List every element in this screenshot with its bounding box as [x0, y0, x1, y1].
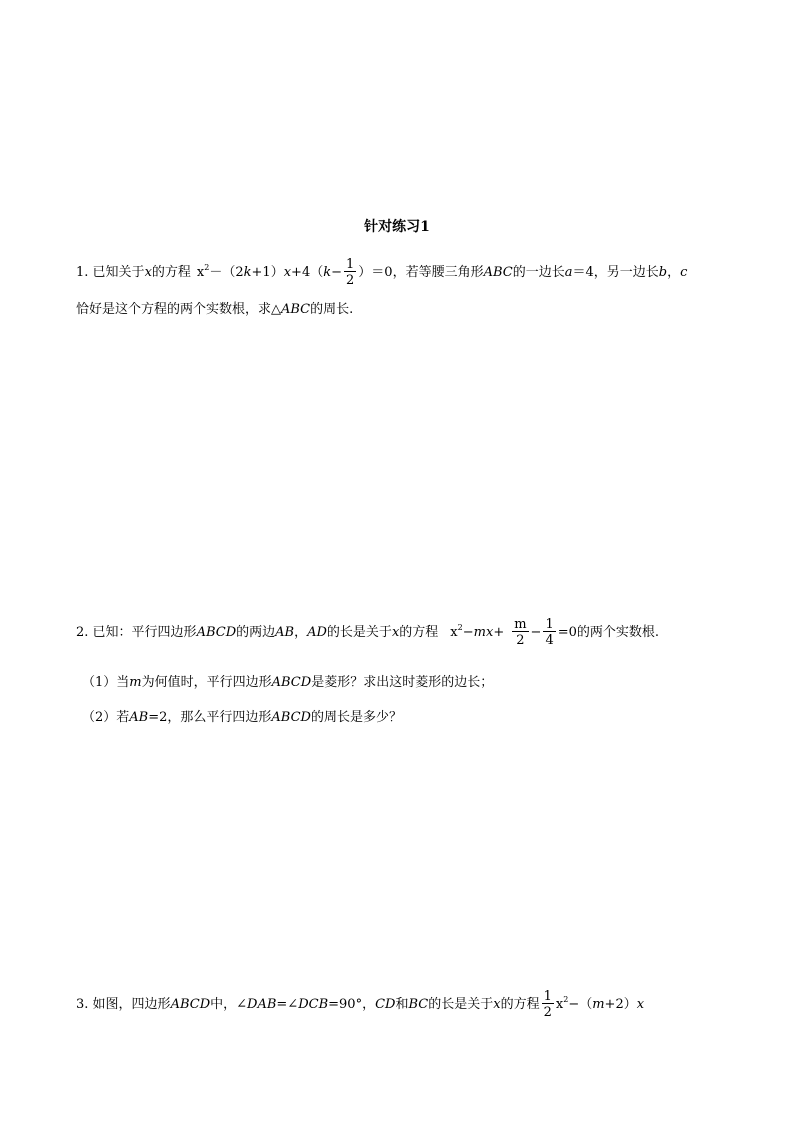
fraction-one-half: $\frac{1}{2}$ — [543, 989, 552, 1020]
fraction-one-half: $\frac{1}{2}$ — [346, 257, 355, 288]
question-2-part-1: （1）当m为何值时，平行四边形ABCD是菱形？求出这时菱形的边长； — [82, 675, 494, 690]
question-3-line-1: 3. 如图，四边形ABCD中，∠DAB=∠DCB=90°，CD和BC的长是关于x的方程 $\frac{1}{2}$ $x^2-(m+2)x$ — [76, 989, 645, 1020]
question-2-line-1: 2. 已知：平行四边形ABCD的两边AB，AD的长是关于x的方程 $x^2-mx+$ $\frac{m}{2}$ − $\frac{1}{4}$ =0的两个实数根. — [76, 617, 660, 648]
question-1-line-2: 恰好是这个方程的两个实数根，求△ABC的周长. — [76, 302, 354, 317]
fraction-one-quarter: $\frac{1}{4}$ — [545, 617, 554, 648]
section-title: 针对练习1 — [364, 219, 430, 235]
question-1-line-1: 1. 已知关于x的方程 $x^2-(2k+1)x+4(k-$ $\frac{1}{2}$ ）＝0，若等腰三角形ABC的一边长a＝4，另一边长b，c — [76, 257, 688, 288]
fraction-m-over-2: $\frac{m}{2}$ — [514, 617, 527, 648]
question-2-part-2: （2）若AB=2，那么平行四边形ABCD的周长是多少？ — [82, 710, 402, 725]
